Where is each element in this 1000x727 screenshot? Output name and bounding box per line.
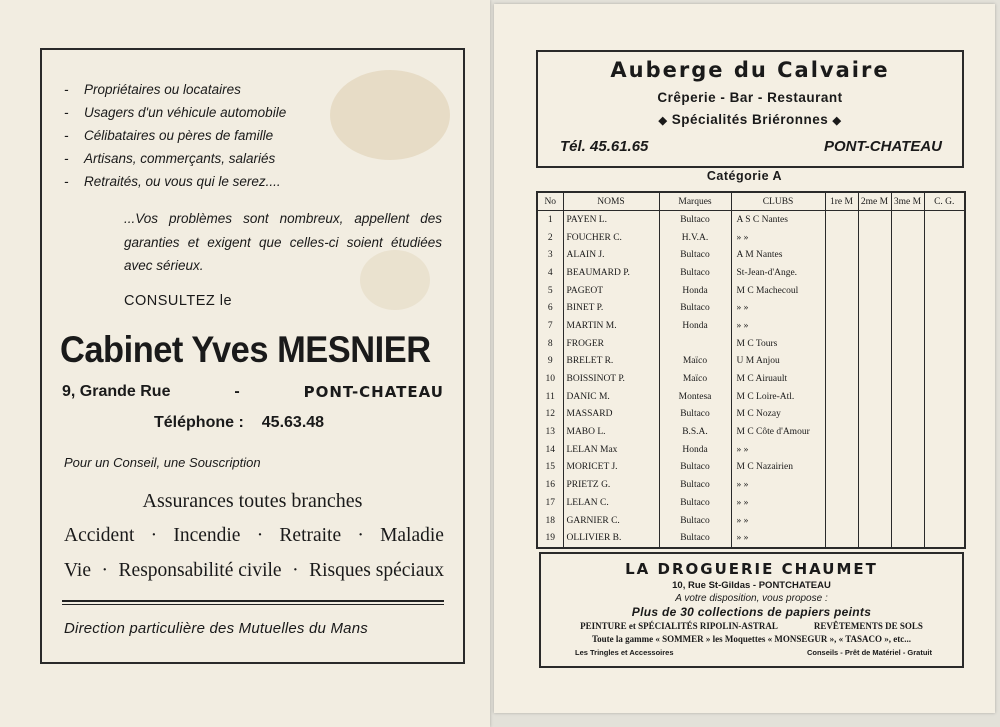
result-manche-1-cell: [825, 441, 858, 459]
rider-brand: Bultaco: [659, 264, 731, 282]
result-manche-2-cell: [858, 441, 891, 459]
rider-club: M C Tours: [731, 335, 825, 353]
col-header-noms: NOMS: [563, 192, 659, 211]
risks-row-2: Vie · Responsabilité civile · Risques spéciaux: [64, 560, 444, 581]
droguerie-ad: [539, 552, 964, 668]
result-manche-2-cell: [858, 353, 891, 371]
risk-item: Accident: [64, 525, 135, 546]
rider-number: 13: [537, 423, 563, 441]
rider-club: » »: [731, 317, 825, 335]
rider-name: OLLIVIER B.: [563, 529, 659, 548]
rider-club: M C Côte d'Amour: [731, 423, 825, 441]
result-classement-cell: [924, 353, 965, 371]
rider-name: BOISSINOT P.: [563, 370, 659, 388]
droguerie-products: PEINTURE et SPÉCIALITÉS RIPOLIN-ASTRAL REVÊTEMENTS DE SOLS: [580, 621, 923, 631]
rider-club: » »: [731, 229, 825, 247]
col-header-no: No: [537, 192, 563, 211]
rider-number: 1: [537, 211, 563, 229]
rider-brand: H.V.A.: [659, 229, 731, 247]
direction-text: Direction particulière des Mutuelles du Mans: [64, 620, 368, 637]
rider-number: 12: [537, 406, 563, 424]
result-manche-3-cell: [891, 459, 924, 477]
rider-name: BINET P.: [563, 299, 659, 317]
street-address: 9, Grande Rue: [62, 383, 171, 400]
col-header-3me-manche: 3me M: [891, 192, 924, 211]
result-manche-2-cell: [858, 317, 891, 335]
table-row: [537, 229, 965, 247]
table-row: [537, 246, 965, 264]
result-manche-2-cell: [858, 459, 891, 477]
rider-number: 16: [537, 476, 563, 494]
list-item: - Artisans, commerçants, salariés: [64, 151, 276, 166]
table-row: [537, 335, 965, 353]
rider-name: BRELET R.: [563, 353, 659, 371]
riders-table: [536, 191, 966, 549]
rider-number: 2: [537, 229, 563, 247]
result-manche-2-cell: [858, 512, 891, 530]
rider-brand: B.S.A.: [659, 423, 731, 441]
risk-item: Maladie: [380, 525, 444, 546]
rider-number: 11: [537, 388, 563, 406]
result-classement-cell: [924, 406, 965, 424]
table-row: [537, 299, 965, 317]
result-classement-cell: [924, 335, 965, 353]
auberge-ad: [536, 50, 964, 168]
rider-brand: Honda: [659, 317, 731, 335]
list-item: - Retraités, ou vous qui le serez....: [64, 174, 281, 189]
result-classement-cell: [924, 388, 965, 406]
col-header-clubs: CLUBS: [731, 192, 825, 211]
result-manche-2-cell: [858, 370, 891, 388]
result-manche-2-cell: [858, 282, 891, 300]
address-separator: -: [234, 383, 240, 400]
auberge-title: Auberge du Calvaire: [610, 58, 890, 82]
rider-number: 18: [537, 512, 563, 530]
rider-club: A M Nantes: [731, 246, 825, 264]
rider-brand: Bultaco: [659, 406, 731, 424]
audience-list: [64, 78, 286, 193]
rider-name: DANIC M.: [563, 388, 659, 406]
rider-name: MORICET J.: [563, 459, 659, 477]
rider-brand: Maïco: [659, 353, 731, 371]
rider-club: » »: [731, 529, 825, 548]
diamond-icon: ◆: [832, 115, 842, 127]
cabinet-name: Cabinet Yves MESNIER: [60, 329, 431, 370]
rider-club: M C Airuault: [731, 370, 825, 388]
rider-name: PRIETZ G.: [563, 476, 659, 494]
rider-club: St-Jean-d'Ange.: [731, 264, 825, 282]
table-row: [537, 459, 965, 477]
table-row: [537, 423, 965, 441]
result-manche-3-cell: [891, 246, 924, 264]
result-classement-cell: [924, 317, 965, 335]
droguerie-dispo: A votre disposition, vous propose :: [675, 593, 828, 604]
result-manche-1-cell: [825, 246, 858, 264]
result-classement-cell: [924, 229, 965, 247]
result-manche-2-cell: [858, 246, 891, 264]
result-classement-cell: [924, 299, 965, 317]
left-page: [0, 0, 490, 727]
result-manche-2-cell: [858, 423, 891, 441]
rider-name: PAGEOT: [563, 282, 659, 300]
result-manche-3-cell: [891, 494, 924, 512]
rider-club: » »: [731, 476, 825, 494]
rider-brand: Bultaco: [659, 476, 731, 494]
list-item: - Propriétaires ou locataires: [64, 82, 241, 97]
result-manche-1-cell: [825, 529, 858, 548]
result-manche-1-cell: [825, 282, 858, 300]
problems-paragraph: ...Vos problèmes sont nombreux, appellent des garanties et exigent que celles-ci soient étudiées avec sérieux.: [124, 211, 442, 273]
result-manche-2-cell: [858, 388, 891, 406]
result-manche-2-cell: [858, 476, 891, 494]
rider-brand: Bultaco: [659, 299, 731, 317]
result-manche-3-cell: [891, 353, 924, 371]
rider-number: 7: [537, 317, 563, 335]
rider-name: FOUCHER C.: [563, 229, 659, 247]
result-classement-cell: [924, 512, 965, 530]
table-header-row: [537, 192, 965, 211]
rider-name: ALAIN J.: [563, 246, 659, 264]
auberge-phone: Tél. 45.61.65: [560, 138, 649, 155]
result-manche-3-cell: [891, 388, 924, 406]
result-classement-cell: [924, 264, 965, 282]
table-row: [537, 512, 965, 530]
table-row: [537, 388, 965, 406]
result-manche-2-cell: [858, 529, 891, 548]
rider-brand: Honda: [659, 441, 731, 459]
divider: [62, 600, 444, 602]
rider-name: FROGER: [563, 335, 659, 353]
rider-brand: Bultaco: [659, 512, 731, 530]
result-manche-2-cell: [858, 264, 891, 282]
result-manche-1-cell: [825, 335, 858, 353]
auberge-subtitle: Crêperie - Bar - Restaurant: [657, 90, 843, 105]
result-manche-1-cell: [825, 459, 858, 477]
rider-brand: Montesa: [659, 388, 731, 406]
result-manche-3-cell: [891, 264, 924, 282]
result-classement-cell: [924, 211, 965, 229]
result-manche-3-cell: [891, 529, 924, 548]
list-item: - Usagers d'un véhicule automobile: [64, 105, 287, 120]
col-header-marques: Marques: [659, 192, 731, 211]
result-classement-cell: [924, 529, 965, 548]
rider-club: » »: [731, 512, 825, 530]
result-manche-2-cell: [858, 229, 891, 247]
assurances-title: Assurances toutes branches: [142, 490, 363, 512]
table-row: [537, 264, 965, 282]
result-manche-1-cell: [825, 264, 858, 282]
result-manche-1-cell: [825, 317, 858, 335]
result-classement-cell: [924, 246, 965, 264]
conseil-text: Pour un Conseil, une Souscription: [64, 455, 261, 470]
droguerie-title: LA DROGUERIE CHAUMET: [625, 560, 878, 578]
cabinet-city: PONT-CHATEAU: [303, 383, 444, 401]
rider-number: 9: [537, 353, 563, 371]
result-manche-1-cell: [825, 229, 858, 247]
rider-club: U M Anjou: [731, 353, 825, 371]
rider-number: 15: [537, 459, 563, 477]
table-row: [537, 370, 965, 388]
result-classement-cell: [924, 494, 965, 512]
rider-brand: Bultaco: [659, 211, 731, 229]
diamond-icon: ◆: [658, 115, 668, 127]
droguerie-range: Toute la gamme « SOMMER » les Moquettes « MONSEGUR », « TASACO », etc...: [591, 634, 912, 644]
droguerie-address: 10, Rue St-Gildas - PONTCHATEAU: [672, 580, 831, 591]
result-manche-3-cell: [891, 317, 924, 335]
result-classement-cell: [924, 423, 965, 441]
rider-brand: [659, 335, 731, 353]
droguerie-conseils: Conseils - Prêt de Matériel - Gratuit: [806, 648, 932, 657]
insurance-ad-frame: [40, 48, 465, 664]
result-classement-cell: [924, 476, 965, 494]
rider-club: M C Nazairien: [731, 459, 825, 477]
phone-number: 45.63.48: [261, 414, 325, 431]
result-manche-3-cell: [891, 229, 924, 247]
rider-name: BEAUMARD P.: [563, 264, 659, 282]
list-item: - Célibataires ou pères de famille: [64, 128, 274, 143]
col-header-classement: C. G.: [924, 192, 965, 211]
risk-item: Responsabilité civile: [118, 560, 282, 581]
risk-item: Incendie: [173, 525, 241, 546]
result-manche-1-cell: [825, 370, 858, 388]
result-manche-3-cell: [891, 282, 924, 300]
rider-number: 17: [537, 494, 563, 512]
rider-brand: Honda: [659, 282, 731, 300]
rider-club: » »: [731, 494, 825, 512]
rider-club: A S C Nantes: [731, 211, 825, 229]
rider-number: 6: [537, 299, 563, 317]
rider-number: 4: [537, 264, 563, 282]
result-classement-cell: [924, 459, 965, 477]
result-manche-3-cell: [891, 370, 924, 388]
rider-brand: Bultaco: [659, 246, 731, 264]
table-row: [537, 211, 965, 229]
result-manche-2-cell: [858, 335, 891, 353]
result-manche-2-cell: [858, 299, 891, 317]
rider-name: MASSARD: [563, 406, 659, 424]
table-row: [537, 317, 965, 335]
rider-number: 19: [537, 529, 563, 548]
result-manche-2-cell: [858, 494, 891, 512]
cabinet-address: [62, 383, 444, 401]
result-classement-cell: [924, 282, 965, 300]
category-title: Catégorie A: [706, 169, 783, 183]
table-row: [537, 406, 965, 424]
rider-number: 14: [537, 441, 563, 459]
result-manche-1-cell: [825, 353, 858, 371]
rider-number: 5: [537, 282, 563, 300]
rider-number: 10: [537, 370, 563, 388]
cabinet-phone: [154, 414, 324, 432]
table-row: [537, 353, 965, 371]
result-manche-3-cell: [891, 211, 924, 229]
result-manche-3-cell: [891, 335, 924, 353]
droguerie-offer: Plus de 30 collections de papiers peints: [631, 605, 872, 619]
rider-brand: Bultaco: [659, 459, 731, 477]
rider-name: MABO L.: [563, 423, 659, 441]
phone-label: Téléphone :: [154, 414, 244, 431]
table-row: [537, 441, 965, 459]
rider-number: 3: [537, 246, 563, 264]
risk-item: Risques spéciaux: [309, 560, 444, 581]
risks-row-1: Accident · Incendie · Retraite · Maladie: [64, 525, 444, 546]
right-page: [494, 4, 995, 713]
result-manche-3-cell: [891, 512, 924, 530]
rider-brand: Bultaco: [659, 494, 731, 512]
result-manche-1-cell: [825, 476, 858, 494]
rider-brand: Bultaco: [659, 529, 731, 548]
risk-item: Vie: [64, 560, 91, 581]
result-classement-cell: [924, 370, 965, 388]
result-manche-1-cell: [825, 299, 858, 317]
rider-brand: Maïco: [659, 370, 731, 388]
result-manche-3-cell: [891, 441, 924, 459]
rider-club: » »: [731, 441, 825, 459]
auberge-city: PONT-CHATEAU: [823, 138, 942, 155]
table-row: [537, 529, 965, 548]
droguerie-tringles: Les Tringles et Accessoires: [575, 648, 674, 657]
col-header-2me-manche: 2me M: [858, 192, 891, 211]
result-manche-3-cell: [891, 406, 924, 424]
result-manche-3-cell: [891, 299, 924, 317]
result-manche-2-cell: [858, 211, 891, 229]
rider-name: LELAN C.: [563, 494, 659, 512]
consultez-label: CONSULTEZ le: [124, 293, 233, 309]
result-manche-1-cell: [825, 423, 858, 441]
rider-club: » »: [731, 299, 825, 317]
result-classement-cell: [924, 441, 965, 459]
table-row: [537, 476, 965, 494]
result-manche-1-cell: [825, 512, 858, 530]
auberge-specialties: ◆ Spécialités Briéronnes ◆: [658, 112, 842, 127]
result-manche-2-cell: [858, 406, 891, 424]
rider-number: 8: [537, 335, 563, 353]
divider: [62, 604, 444, 605]
rider-club: M C Nozay: [731, 406, 825, 424]
rider-name: LELAN Max: [563, 441, 659, 459]
rider-club: M C Machecoul: [731, 282, 825, 300]
result-manche-1-cell: [825, 494, 858, 512]
risk-item: Retraite: [279, 525, 342, 546]
rider-name: GARNIER C.: [563, 512, 659, 530]
result-manche-3-cell: [891, 476, 924, 494]
result-manche-3-cell: [891, 423, 924, 441]
table-row: [537, 494, 965, 512]
result-manche-1-cell: [825, 388, 858, 406]
result-manche-1-cell: [825, 406, 858, 424]
table-row: [537, 282, 965, 300]
col-header-1re-manche: 1re M: [825, 192, 858, 211]
rider-club: M C Loire-Atl.: [731, 388, 825, 406]
rider-name: PAYEN L.: [563, 211, 659, 229]
result-manche-1-cell: [825, 211, 858, 229]
rider-name: MARTIN M.: [563, 317, 659, 335]
